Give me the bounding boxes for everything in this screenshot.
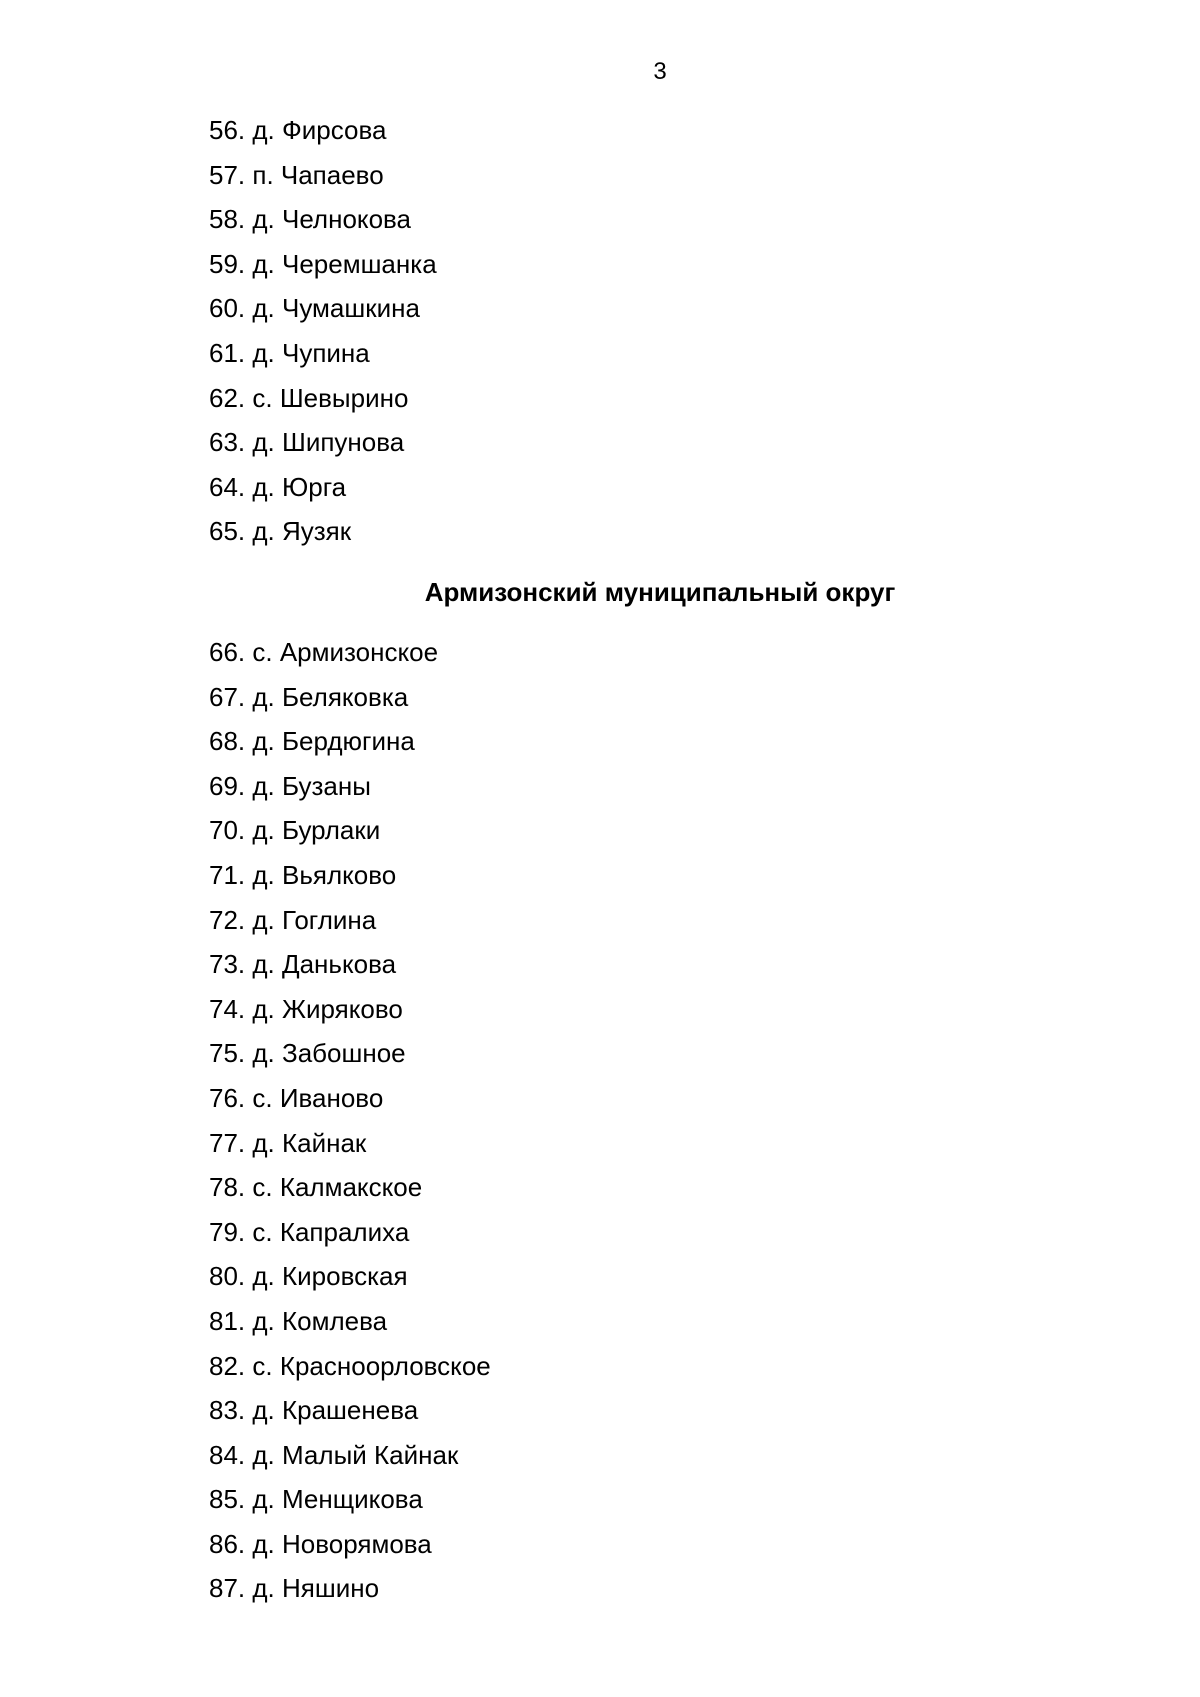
list-item: 76. с. Иваново xyxy=(209,1082,384,1113)
list-item: 86. д. Новорямова xyxy=(209,1528,432,1559)
list-item: 56. д. Фирсова xyxy=(209,115,387,145)
list-item: 58. д. Челнокова xyxy=(209,204,412,235)
list-item: 67. д. Беляковка xyxy=(209,681,409,712)
list-item: 57. п. Чапаево xyxy=(209,159,384,190)
settlement-list-armizon xyxy=(209,630,491,1611)
list-item: 87. д. Няшино xyxy=(209,1573,380,1604)
list-item: 71. д. Вьялково xyxy=(209,859,397,890)
list-item: 79. с. Капралиха xyxy=(209,1216,410,1247)
list-item: 81. д. Комлева xyxy=(209,1305,388,1336)
list-item: 59. д. Черемшанка xyxy=(209,248,437,279)
settlement-list xyxy=(209,108,437,554)
list-item: 78. с. Калмакское xyxy=(209,1172,423,1203)
list-item: 73. д. Данькова xyxy=(209,949,397,980)
list-item: 60. д. Чумашкина xyxy=(209,293,420,324)
list-item: 80. д. Кировская xyxy=(209,1261,408,1292)
list-item: 85. д. Менщикова xyxy=(209,1484,423,1515)
list-item: 72. д. Гоглина xyxy=(209,904,377,935)
list-item: 65. д. Яузяк xyxy=(209,516,352,547)
list-item: 74. д. Жиряково xyxy=(209,993,403,1024)
list-item: 70. д. Бурлаки xyxy=(209,815,381,846)
list-item: 62. с. Шевырино xyxy=(209,382,409,413)
list-item: 64. д. Юрга xyxy=(209,471,347,502)
list-item: 66. с. Армизонское xyxy=(209,637,439,667)
list-item: 61. д. Чупина xyxy=(209,337,370,368)
list-item: 84. д. Малый Кайнак xyxy=(209,1439,459,1470)
list-item: 82. с. Красноорловское xyxy=(209,1350,491,1381)
list-item: 77. д. Кайнак xyxy=(209,1127,367,1158)
list-item: 68. д. Бердюгина xyxy=(209,726,415,757)
list-item: 63. д. Шипунова xyxy=(209,427,405,458)
list-item: 69. д. Бузаны xyxy=(209,770,371,801)
page-number: 3 xyxy=(653,58,667,85)
list-item: 83. д. Крашенева xyxy=(209,1395,419,1426)
list-item: 75. д. Забошное xyxy=(209,1038,406,1069)
section-heading: Армизонский муниципальный округ xyxy=(424,577,896,607)
